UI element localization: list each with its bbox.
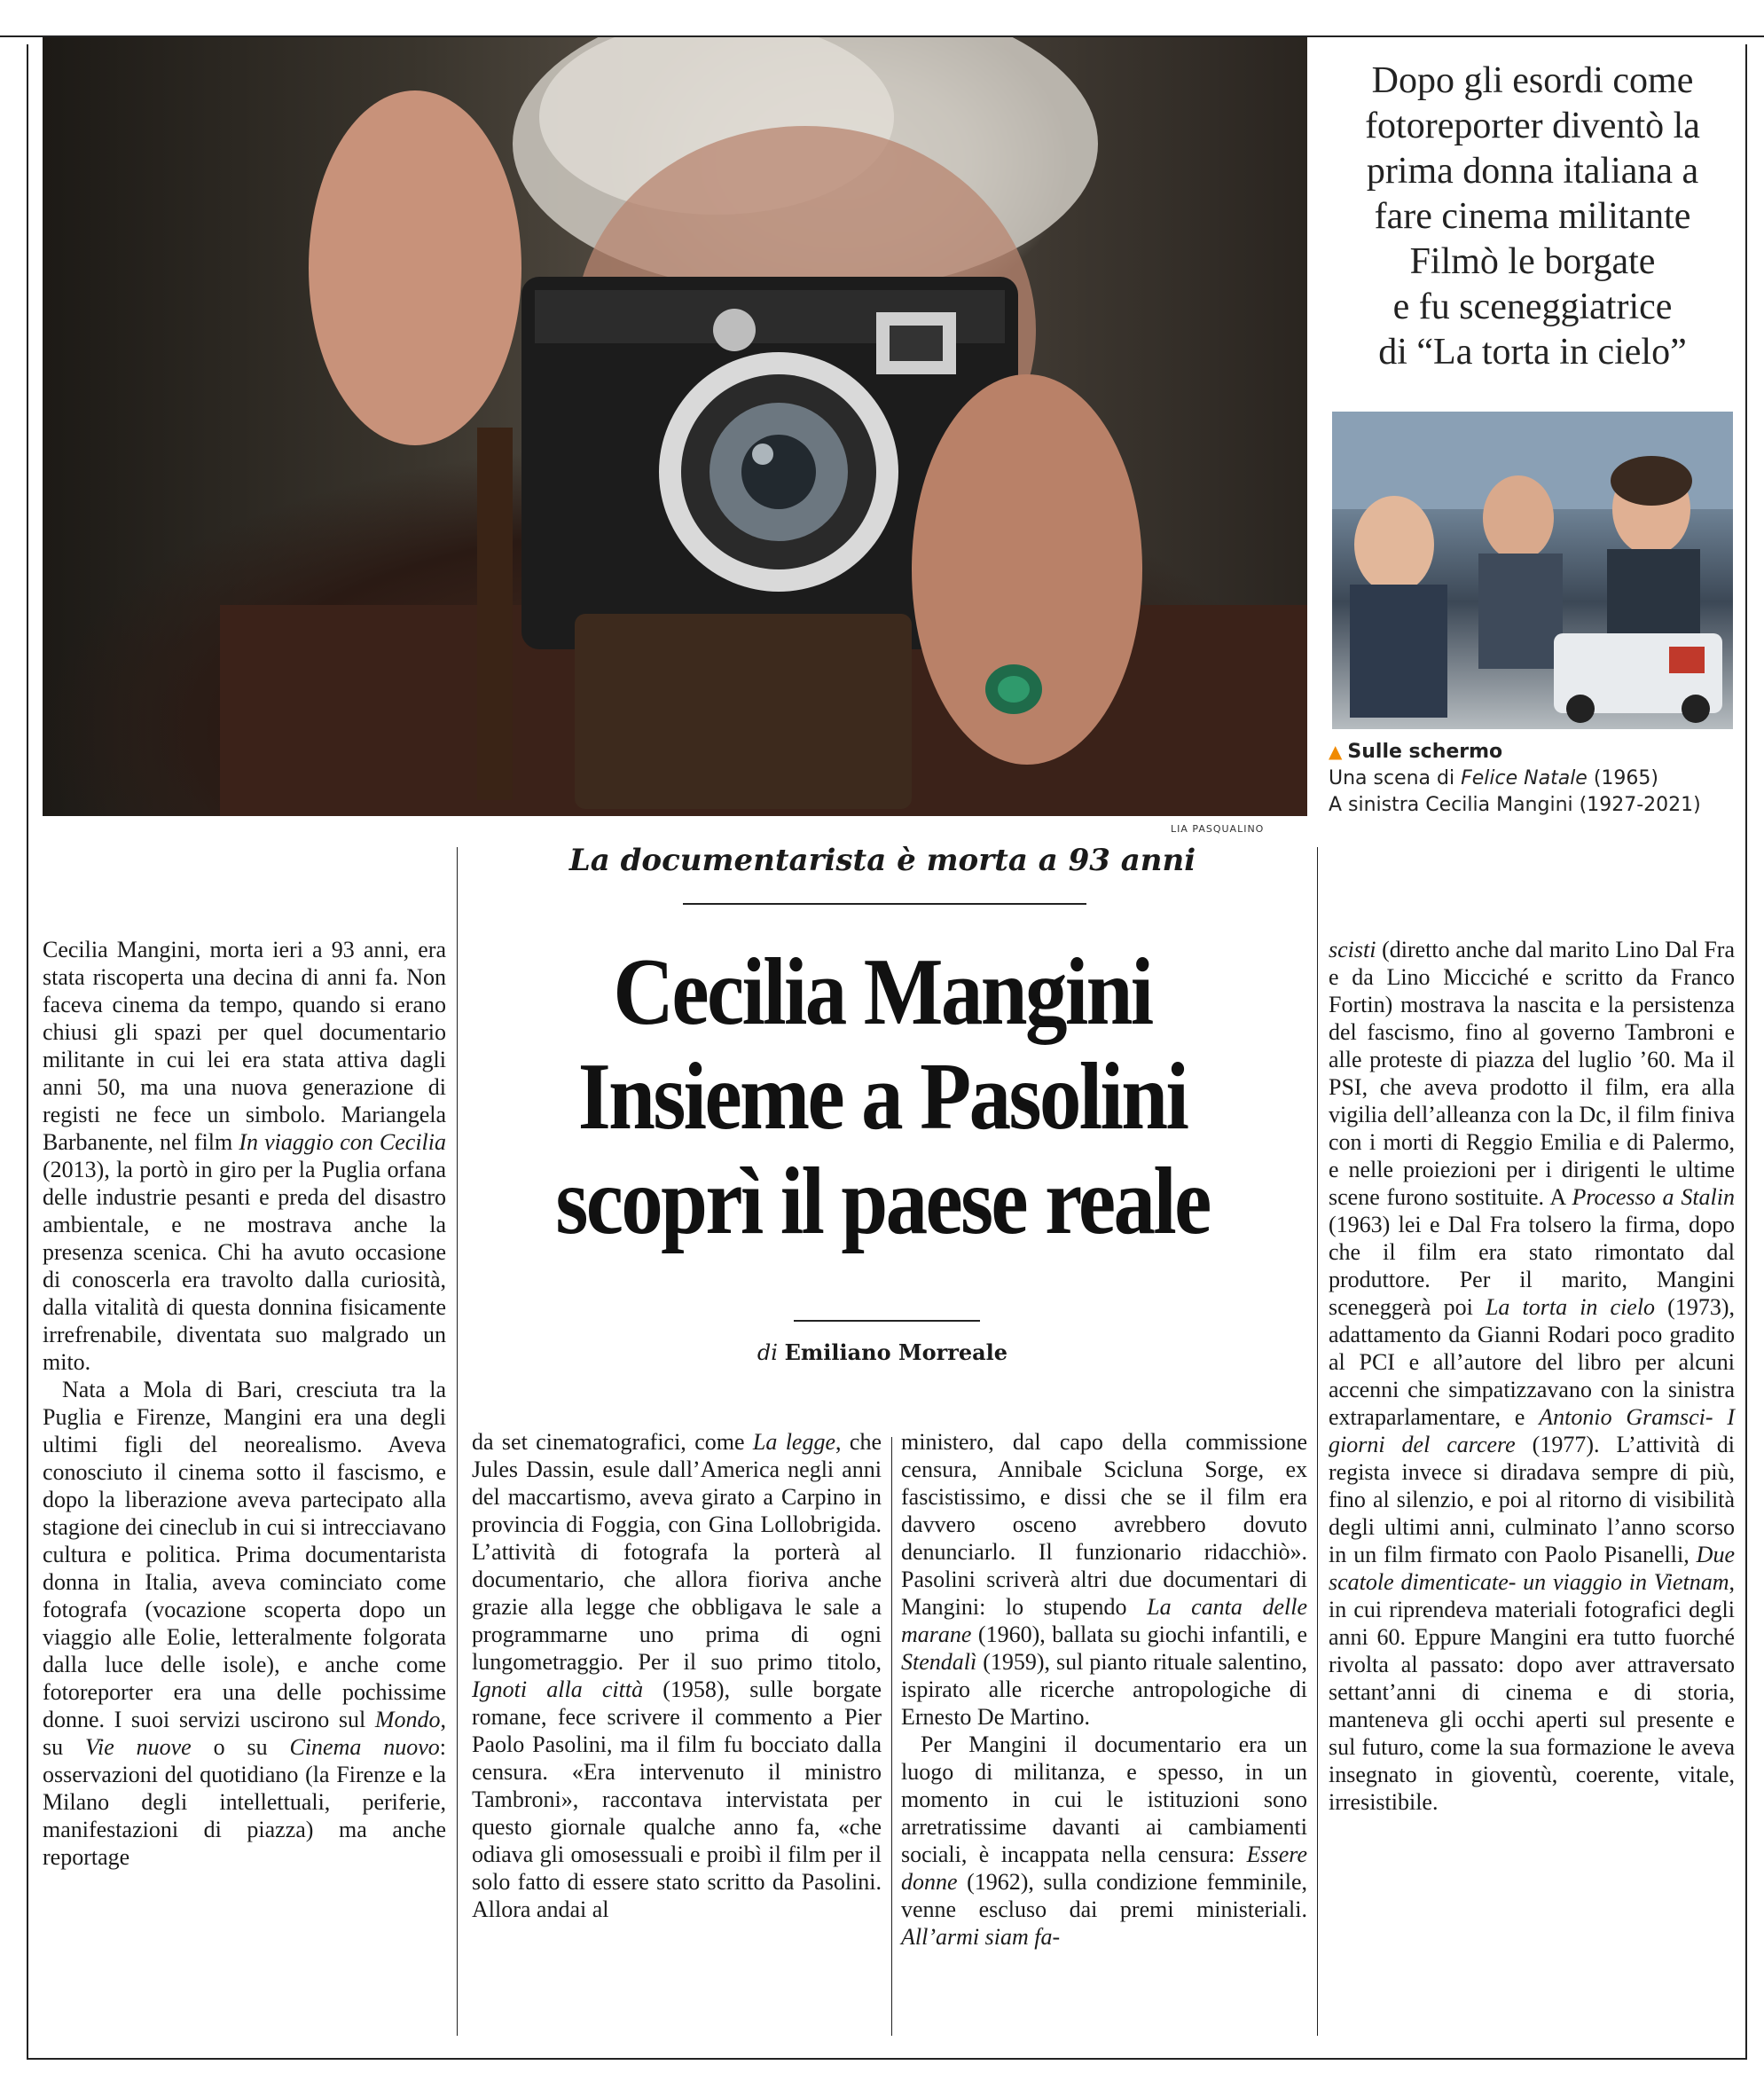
column-divider-2 bbox=[891, 1437, 892, 2036]
left-rule bbox=[27, 44, 28, 2058]
blurb-line: fotoreporter diventò la bbox=[1365, 106, 1700, 146]
caption-line-2: A sinistra Cecilia Mangini (1927-2021) bbox=[1329, 794, 1701, 816]
column-divider-1 bbox=[457, 847, 458, 2036]
blurb-line: fare cinema militante bbox=[1374, 196, 1691, 237]
right-rule bbox=[1745, 44, 1747, 2058]
column-divider-3 bbox=[1317, 847, 1318, 2036]
paragraph: Cecilia Mangini, morta ieri a 93 anni, era stata riscoperta una decina di anni fa. Non faceva cinema da tempo, quando si erano chiusi gli spazi per quel documentario militante in cui lei era stata attiva dagli anni 50, ma una nuova generazione di registi ne fece un simbolo. Mariangela Barbanente, nel film In viaggio con Cecilia (2013), la portò in giro per la Puglia orfana delle industrie pesanti e preda del disastro ambientale, e ne mostrava anche la presenza scenica. Chi ha avuto occasione di conoscerla era travolto dalla curiosità, dalla vitalità di questa donnina fisicamente irrefrenabile, diventata suo malgrado un mito. bbox=[43, 937, 446, 1375]
film-still-photo bbox=[1332, 412, 1733, 729]
article-column-4 bbox=[1329, 936, 1735, 2036]
photo-credit: LIA PASQUALINO bbox=[1171, 823, 1265, 835]
sidebar-blurb bbox=[1329, 59, 1737, 375]
article-column-3 bbox=[901, 1428, 1307, 2040]
paragraph: ministero, dal capo della commissione censura, Annibale Scicluna Sorge, ex fascistissimo, e dissi che se il film era davvero osceno avrebbero dovuto denunciarlo. Il funzionario ridacchiò». Pasolini scriverà altri due documentari di Mangini: lo stupendo La canta delle marane (1960), ballata su giochi infantili, e Stendalì (1959), sul pianto rituale salentino, ispirato alle ricerche antropologiche di Ernesto De Martino. bbox=[901, 1429, 1307, 1730]
blurb-line: Dopo gli esordi come bbox=[1371, 60, 1694, 101]
blurb-line: e fu sceneggiatrice bbox=[1392, 287, 1673, 327]
paragraph: Nata a Mola di Bari, cresciuta tra la Puglia e Firenze, Mangini era una degli ultimi figli del neorealismo. Aveva conosciuto il cinema sotto il fascismo, e dopo la liberazione aveva partecipato alla stagione dei cineclub in cui si intrecciavano cultura e politica. Prima documentarista donna in Italia, aveva cominciato come fotografa (vocazione scoperta dopo un viaggio alle Eolie, letteralmente folgorata dalla luce delle isole), e anche come fotoreporter era una delle pochissime donne. I suoi servizi uscirono sul Mondo, su Vie nuove o su Cinema nuovo: osservazioni del quotidiano (la Firenze e la Milano degli intellettuali, periferie, manifestazioni di piazza) ma anche reportage bbox=[43, 1377, 447, 1870]
byline-author: Emiliano Morreale bbox=[784, 1339, 1008, 1365]
photo-caption bbox=[1329, 738, 1745, 819]
blurb-line: di “La torta in cielo” bbox=[1378, 332, 1687, 373]
triangle-icon: ▲ bbox=[1329, 741, 1343, 762]
caption-title-wrap bbox=[1329, 738, 1745, 766]
byline bbox=[461, 1339, 1304, 1365]
bottom-rule bbox=[27, 2058, 1747, 2060]
caption-text-post: (1965) bbox=[1587, 767, 1658, 789]
article-column-1 bbox=[43, 936, 446, 2036]
kicker-underline bbox=[683, 903, 1086, 905]
paragraph: Per Mangini il documentario era un luogo di militanza, e spesso, in un momento in cui le istituzioni sono arretratissime davanti ai cambiamenti sociali, è incappata nella censura: Essere donne (1962), sulla condizione femminile, venne escluso dai premi ministeriali. All’armi siam fa- bbox=[901, 1731, 1307, 1950]
article-column-2 bbox=[472, 1428, 882, 2040]
paragraph: da set cinematografici, come La legge, che Jules Dassin, esule dall’America negli anni del maccartismo, aveva girato a Carpino in provincia di Foggia, con Gina Lollobrigida. L’attività di fotografa la porterà al documentario, che allora fioriva anche grazie alla legge che obbligava le sale a programmarne uno prima di ogni lungometraggio. Per il suo primo titolo, Ignoti alla città (1958), sulle borgate romane, fece scrivere il commento a Pier Paolo Pasolini, ma il film fu bocciato dalla censura. «Era intervenuto il ministro Tambroni», raccontava intervistata per questo giornale qualche anno fa, «che odiava gli omosessuali e proibì il film per il solo fatto di essere stato scritto da Pasolini. Allora andai al bbox=[472, 1429, 882, 1922]
main-photo bbox=[43, 37, 1307, 816]
paragraph: scisti (diretto anche dal marito Lino Dal Fra e da Lino Micciché e scritto da Franco Fortin) mostrava la nascita e la persistenza del fascismo, fino al governo Tambroni e alle proteste di piazza del luglio ’60. Ma il PSI, che aveva prodotto il film, era alla vigilia dell’alleanza con la Dc, il film finiva con i morti di Reggio Emilia e di Palermo, e nelle proiezioni per i dirigenti le ultime scene furono sostituite. A Processo a Stalin (1963) lei e Dal Fra tolsero la firma, dopo che il film era stato rimontato dal produttore. Per il marito, Mangini sceneggerà poi La torta in cielo (1973), adattamento da Gianni Rodari poco gradito al PCI e all’autore del libro per alcuni accenni che simpatizzavano con la sinistra extraparlamentare, e Antonio Gramsci- I giorni del carcere (1977). L’attività di regista invece si diradava sempre di più, fino al silenzio, e poi al ritorno di visibilità degli ultimi anni, culminato l’anno scorso in un film firmato con Paolo Pisanelli, Due scatole dimenticate- un viaggio in Vietnam, in cui riprendeva materiali fotografici degli anni 60. Eppure Mangini era tutto fuorché rivolta al passato: dopo aver attraversato settant’anni di cinema e di storia, manteneva gli occhi aperti sul presente e sul futuro, come la sua formazione le aveva insegnato in gioventù, coerente, vitale, irresistibile. bbox=[1329, 937, 1735, 1815]
kicker: La documentarista è morta a 93 anni bbox=[568, 843, 1196, 878]
blurb-line: prima donna italiana a bbox=[1366, 151, 1699, 192]
byline-rule bbox=[794, 1320, 980, 1322]
caption-film-title: Felice Natale bbox=[1461, 767, 1588, 789]
film-still-illustration bbox=[1332, 412, 1733, 729]
byline-prefix: di bbox=[757, 1340, 778, 1365]
photo-illustration bbox=[43, 37, 1307, 816]
blurb-line: Filmò le borgate bbox=[1409, 241, 1656, 282]
headline bbox=[508, 940, 1258, 1254]
caption-title: Sulle schermo bbox=[1347, 741, 1503, 763]
headline-line: scoprì il paese reale bbox=[555, 1149, 1210, 1254]
headline-line: Cecilia Mangini bbox=[613, 939, 1152, 1045]
headline-line: Insieme a Pasolini bbox=[577, 1044, 1188, 1150]
caption-text-pre: Una scena di bbox=[1329, 767, 1462, 789]
